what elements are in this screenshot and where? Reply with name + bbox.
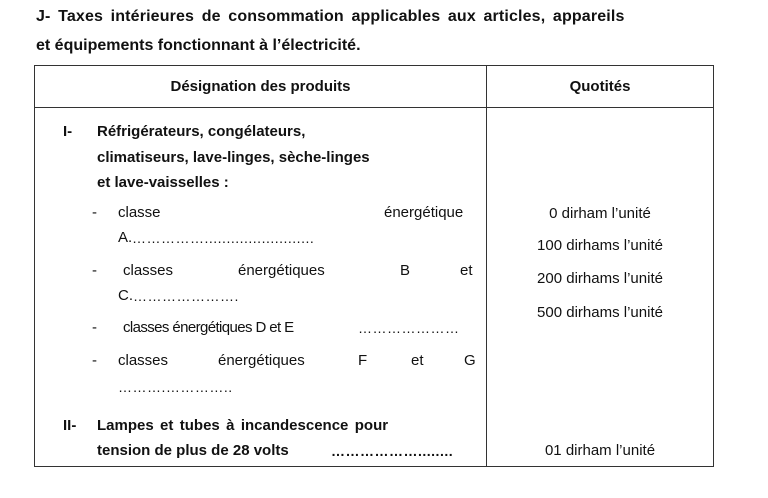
item-3-dash: -: [92, 319, 97, 336]
item-3-dots: …………………: [358, 320, 460, 336]
item-2-word-1: classes: [123, 262, 174, 279]
item-1-dots: …………….........................: [132, 230, 315, 246]
heading-line-2: et équipements fonctionnant à l’électricité.: [36, 37, 361, 54]
section-1-line-2: climatiseurs, lave-linges, sèche-linges: [97, 149, 370, 166]
section-2-dots: ………………........: [331, 443, 454, 459]
item-3-text: classes énergétiques D et E: [123, 319, 294, 336]
header-quotites: Quotités: [569, 78, 631, 95]
tax-table: [34, 65, 714, 467]
item-1-dash: -: [92, 204, 97, 221]
item-4-word-2: énergétiques: [218, 352, 305, 369]
item-4-dash: -: [92, 352, 97, 369]
item-4-dots: ……….…………..: [118, 379, 233, 395]
item-4-word-5: G: [464, 352, 476, 369]
column-separator: [486, 66, 487, 466]
quotite-2: 100 dirhams l’unité: [537, 237, 663, 254]
quotite-1: 0 dirham l’unité: [549, 205, 651, 222]
quotite-section-2: 01 dirham l’unité: [544, 442, 656, 459]
item-4-word-4: et: [411, 352, 424, 369]
header-designation: Désignation des produits: [170, 78, 351, 95]
item-2-word-3: B: [400, 262, 411, 279]
section-2-number: II-: [63, 417, 77, 434]
quotite-4: 500 dirhams l’unité: [537, 304, 663, 321]
item-2-dots: ………………….: [133, 288, 239, 304]
item-1-line-2: A.: [118, 229, 133, 246]
section-2-line-2: tension de plus de 28 volts: [97, 442, 289, 459]
heading-line-1: J- Taxes intérieures de consommation applicables aux articles, appareils: [36, 8, 625, 25]
item-4-word-1: classes: [118, 352, 169, 369]
item-1-word-2: énergétique: [384, 204, 464, 221]
header-separator: [35, 107, 713, 108]
section-1-line-3: et lave-vaisselles :: [97, 174, 229, 191]
item-2-line-2: C.: [118, 287, 133, 304]
section-2-line-1: Lampes et tubes à incandescence pour: [97, 417, 389, 434]
section-1-number: I-: [63, 123, 73, 140]
item-1-word-1: classe: [118, 204, 161, 221]
item-4-word-3: F: [358, 352, 368, 369]
item-2-word-4: et: [460, 262, 473, 279]
item-2-dash: -: [92, 262, 97, 279]
quotite-3: 200 dirhams l’unité: [537, 270, 663, 287]
section-1-line-1: Réfrigérateurs, congélateurs,: [97, 123, 306, 140]
item-2-word-2: énergétiques: [238, 262, 325, 279]
